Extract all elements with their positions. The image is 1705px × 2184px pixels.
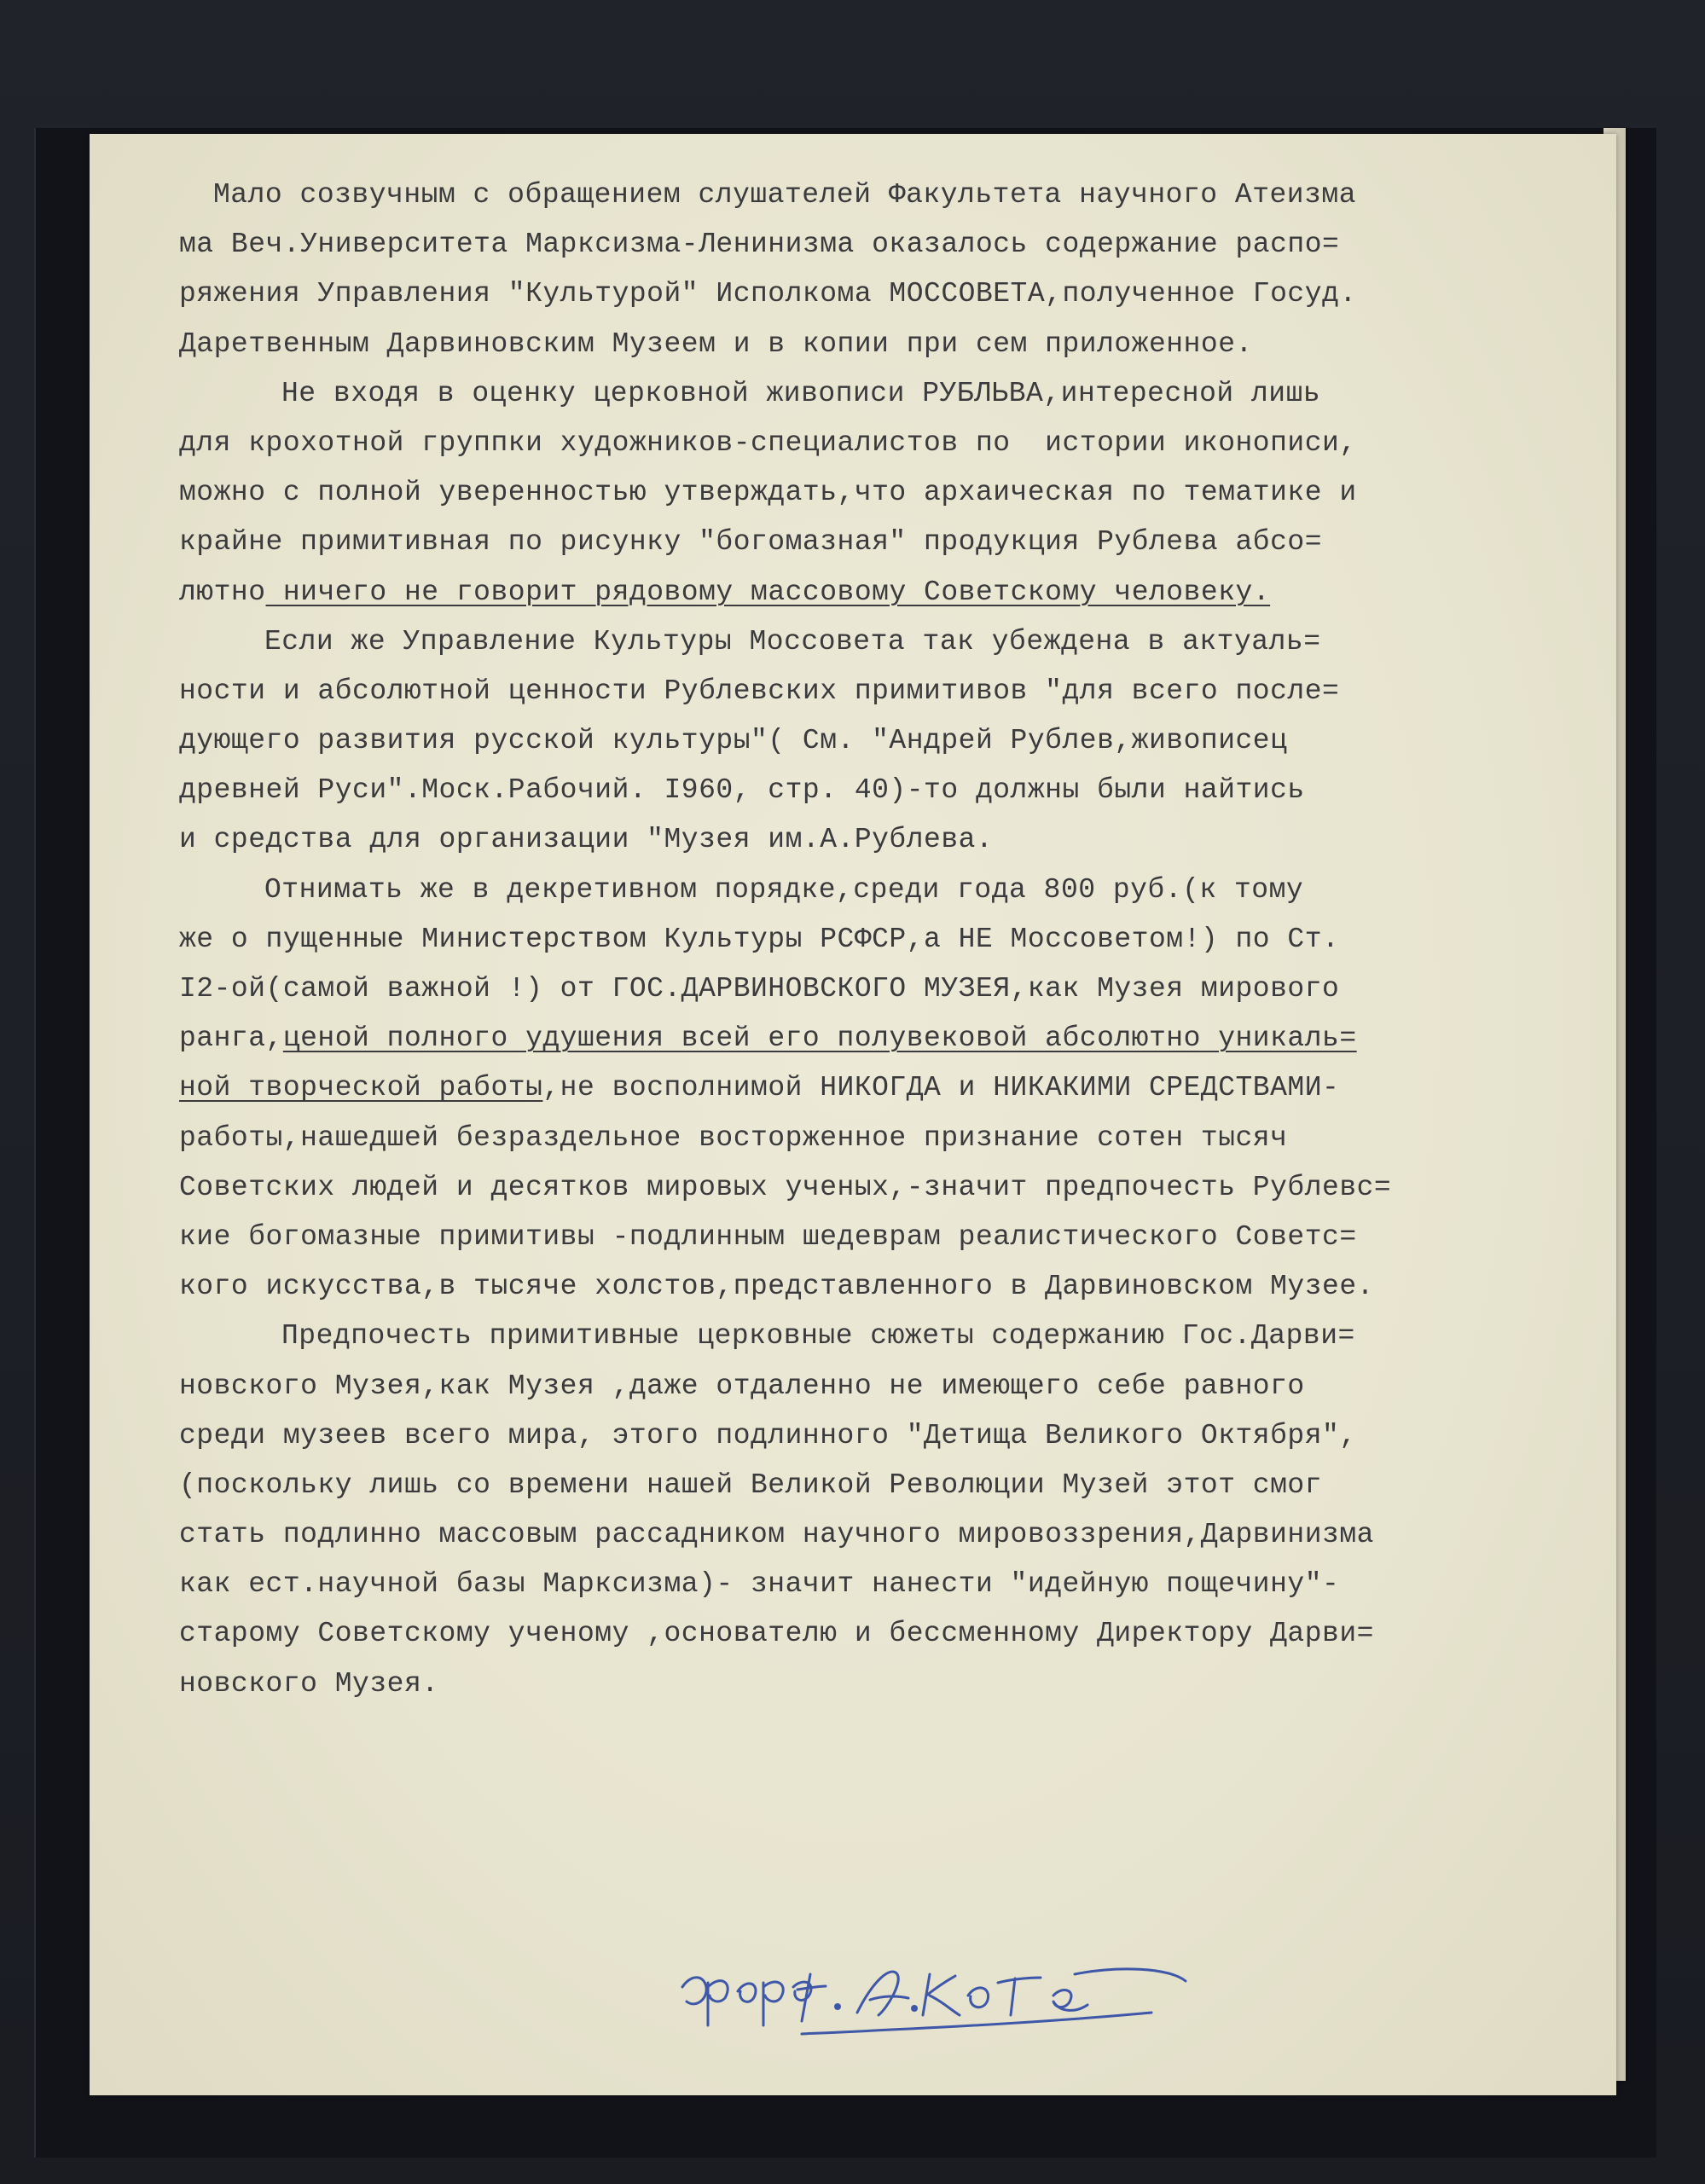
- text-line-content: крайне примитивная по рисунку "богомазная" продукция Рублева абсо=: [179, 526, 1323, 559]
- text-line: [179, 269, 1578, 319]
- text-line-content: можно с полной уверенностью утверждать,что архаическая по тематике и: [179, 477, 1357, 509]
- text-line-content: стать подлинно массовым рассадником научного мировоззрения,Дарвинизма: [179, 1519, 1374, 1551]
- text-line-content: Даретвенным Дарвиновским Музеем и в копии при сем приложенное.: [179, 327, 1253, 360]
- text-line-content: ности и абсолютной ценности Рублевских примитивов "для всего после=: [179, 675, 1340, 707]
- text-line-content: как ест.научной базы Марксизма)- значит нанести "идейную пощечину"-: [179, 1568, 1340, 1601]
- text-line: [179, 965, 1578, 1014]
- text-line: [179, 915, 1578, 965]
- text-line: [179, 1362, 1578, 1411]
- text-line-content: ма Веч.Университета Марксизма-Ленинизма оказалось содержание распо=: [179, 229, 1340, 261]
- text-line: [179, 1560, 1578, 1609]
- text-line-content: для крохотной группки художников-специалистов по истории иконописи,: [179, 426, 1357, 459]
- text-line: [179, 1461, 1578, 1510]
- text-line: [179, 815, 1578, 865]
- text-line-content: кие богомазные примитивы -подлинным шедеврам реалистического Советс=: [179, 1220, 1357, 1253]
- text-line: [179, 716, 1578, 766]
- text-line-content: Мало созвучным с обращением слушателей Факультета научного Атеизма: [213, 179, 1357, 211]
- text-line: [179, 1063, 1578, 1113]
- text-line-content: новского Музея,как Музея ,даже отдаленно не имеющего себе равного: [179, 1370, 1305, 1402]
- text-line: [179, 369, 1578, 419]
- text-line-content: новского Музея.: [179, 1667, 439, 1700]
- text-line-content: лютно: [179, 576, 266, 608]
- text-line-content: древней Руси".Моск.Рабочий. I960, стр. 40)-то должны были найтись: [179, 774, 1305, 807]
- text-line-content: Отнимать же в декретивном порядке,среди года 800 руб.(к тому: [264, 873, 1304, 906]
- handwritten-signature: [674, 1949, 1220, 2042]
- underlined-phrase: ценой полного удушения всей его полувековой абсолютно уникаль=: [282, 1022, 1357, 1055]
- text-line: [179, 518, 1578, 567]
- text-line: [179, 1213, 1578, 1262]
- text-line: [179, 1312, 1578, 1361]
- text-line: [179, 866, 1578, 915]
- text-line: [179, 1510, 1578, 1560]
- text-line-content: (поскольку лишь со времени нашей Великой Революции Музей этот смог: [179, 1469, 1323, 1501]
- text-line: [179, 766, 1578, 815]
- text-line: [179, 617, 1578, 667]
- text-line-content: дующего развития русской культуры"( См. "Андрей Рублев,живописец: [179, 725, 1288, 757]
- text-line: [179, 1163, 1578, 1213]
- text-line-content: и средства для организации "Музея им.А.Рублева.: [179, 824, 994, 856]
- text-line-content: же о пущенные Министерством Культуры РСФСР,а НЕ Моссоветом!) по Ст.: [179, 923, 1340, 955]
- text-line: [179, 220, 1578, 269]
- text-line: [179, 171, 1578, 220]
- text-line: [179, 419, 1578, 468]
- text-line: [179, 1411, 1578, 1461]
- text-line-continuation: ,не восполнимой НИКОГДА и НИКАКИМИ СРЕДСТВАМИ-: [542, 1072, 1340, 1104]
- text-line-content: Предпочесть примитивные церковные сюжеты содержанию Гос.Дарви=: [281, 1320, 1355, 1353]
- text-line: [179, 320, 1578, 369]
- text-line-content: Советских людей и десятков мировых ученых,-значит предпочесть Рублевс=: [179, 1171, 1392, 1203]
- text-line-content: среди музеев всего мира, этого подлинного "Детища Великого Октября",: [179, 1419, 1357, 1451]
- text-line: [179, 1660, 1578, 1709]
- text-line-content: ранга,: [179, 1022, 283, 1055]
- underlined-phrase: ничего не говорит рядовому массовому Советскому человеку.: [265, 576, 1271, 608]
- text-line: [179, 568, 1578, 617]
- text-line: [179, 1609, 1578, 1659]
- text-line-content: работы,нашедшей безраздельное восторженное признание сотен тысяч: [179, 1121, 1288, 1154]
- text-line-content: старому Советскому ученому ,основателю и бессменному Директору Дарви=: [179, 1618, 1374, 1650]
- text-line: [179, 1114, 1578, 1163]
- text-line-content: ряжения Управления "Культурой" Исполкома МОССОВЕТА,полученное Госуд.: [179, 278, 1357, 310]
- letter-body: [179, 171, 1578, 1709]
- text-line-content: кого искусства,в тысяче холстов,представленного в Дарвиновском Музее.: [179, 1271, 1374, 1303]
- text-line-content: Не входя в оценку церковной живописи РУБЛЬВА,интересной лишь: [281, 377, 1321, 409]
- text-line: [179, 667, 1578, 716]
- underlined-phrase: ной творческой работы: [179, 1072, 543, 1104]
- text-line-content: Если же Управление Культуры Моссовета так убеждена в актуаль=: [264, 625, 1321, 658]
- text-line: [179, 468, 1578, 518]
- text-line: [179, 1262, 1578, 1312]
- text-line: [179, 1014, 1578, 1063]
- text-line-content: I2-ой(самой важной !) от ГОС.ДАРВИНОВСКОГО МУЗЕЯ,как Музея мирового: [179, 973, 1340, 1005]
